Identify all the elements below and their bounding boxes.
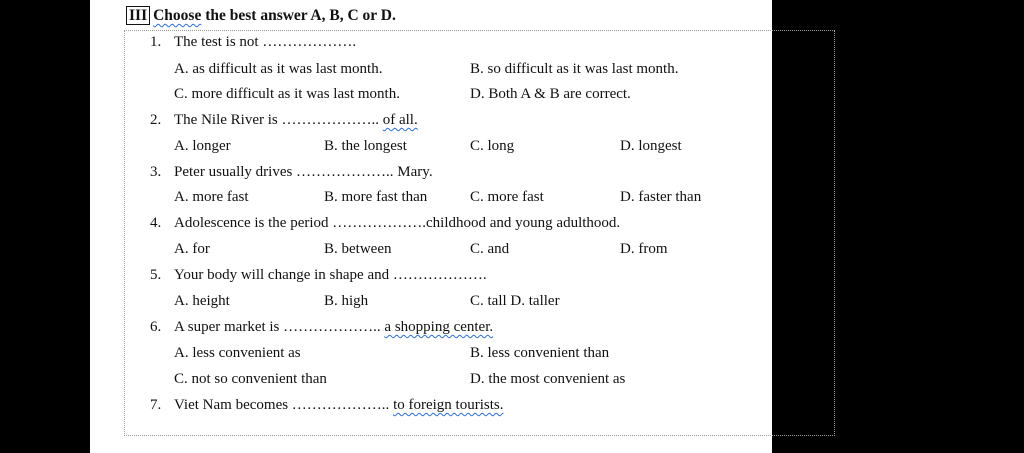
q3-option-d[interactable]: D. faster than (620, 189, 702, 205)
q6-option-d[interactable]: D. the most convenient as (470, 371, 626, 387)
q1-option-c[interactable]: C. more difficult as it was last month. (174, 86, 400, 102)
q1-option-d[interactable]: D. Both A & B are correct. (470, 86, 631, 102)
q4-option-b[interactable]: B. between (324, 241, 392, 257)
heading-choose: Choose (153, 7, 202, 24)
question-2: 2. The Nile River is ……………….. of all. (150, 112, 418, 128)
q2-option-a[interactable]: A. longer (174, 138, 231, 154)
q2-option-c[interactable]: C. long (470, 138, 515, 154)
question-1: 1. The test is not ………………. (150, 34, 357, 50)
q2-option-d[interactable]: D. longest (620, 138, 682, 154)
section-heading (126, 7, 396, 25)
q5-option-a[interactable]: A. height (174, 293, 230, 309)
q2-option-b[interactable]: B. the longest (324, 138, 407, 154)
q4-option-a[interactable]: A. for (174, 241, 210, 257)
q5-option-b[interactable]: B. high (324, 293, 369, 309)
q3-option-b[interactable]: B. more fast than (324, 189, 428, 205)
question-6: 6. A super market is ……………….. a shopping center. (150, 319, 494, 335)
question-1-stem: The test is not ………………. (174, 34, 357, 50)
q5-option-cd[interactable]: C. tall D. taller (470, 293, 560, 309)
q1-option-b[interactable]: B. so difficult as it was last month. (470, 61, 679, 77)
q4-option-c[interactable]: C. and (470, 241, 510, 257)
q6-option-c[interactable]: C. not so convenient than (174, 371, 327, 387)
q4-option-d[interactable]: D. from (620, 241, 668, 257)
question-7: 7. Viet Nam becomes ……………….. to foreign tourists. (150, 397, 504, 413)
question-3: 3. Peter usually drives ……………….. Mary. (150, 164, 433, 180)
q6-option-b[interactable]: B. less convenient than (470, 345, 610, 361)
q3-option-c[interactable]: C. more fast (470, 189, 544, 205)
question-4: 4. Adolescence is the period ……………….childhood and young adulthood. (150, 215, 621, 231)
question-5: 5. Your body will change in shape and ………………. (150, 267, 487, 283)
section-number: III (126, 6, 150, 25)
heading-rest: the best answer A, B, C or D. (201, 7, 396, 24)
q6-option-a[interactable]: A. less convenient as (174, 345, 301, 361)
q1-option-a[interactable]: A. as difficult as it was last month. (174, 61, 383, 77)
q3-option-a[interactable]: A. more fast (174, 189, 249, 205)
